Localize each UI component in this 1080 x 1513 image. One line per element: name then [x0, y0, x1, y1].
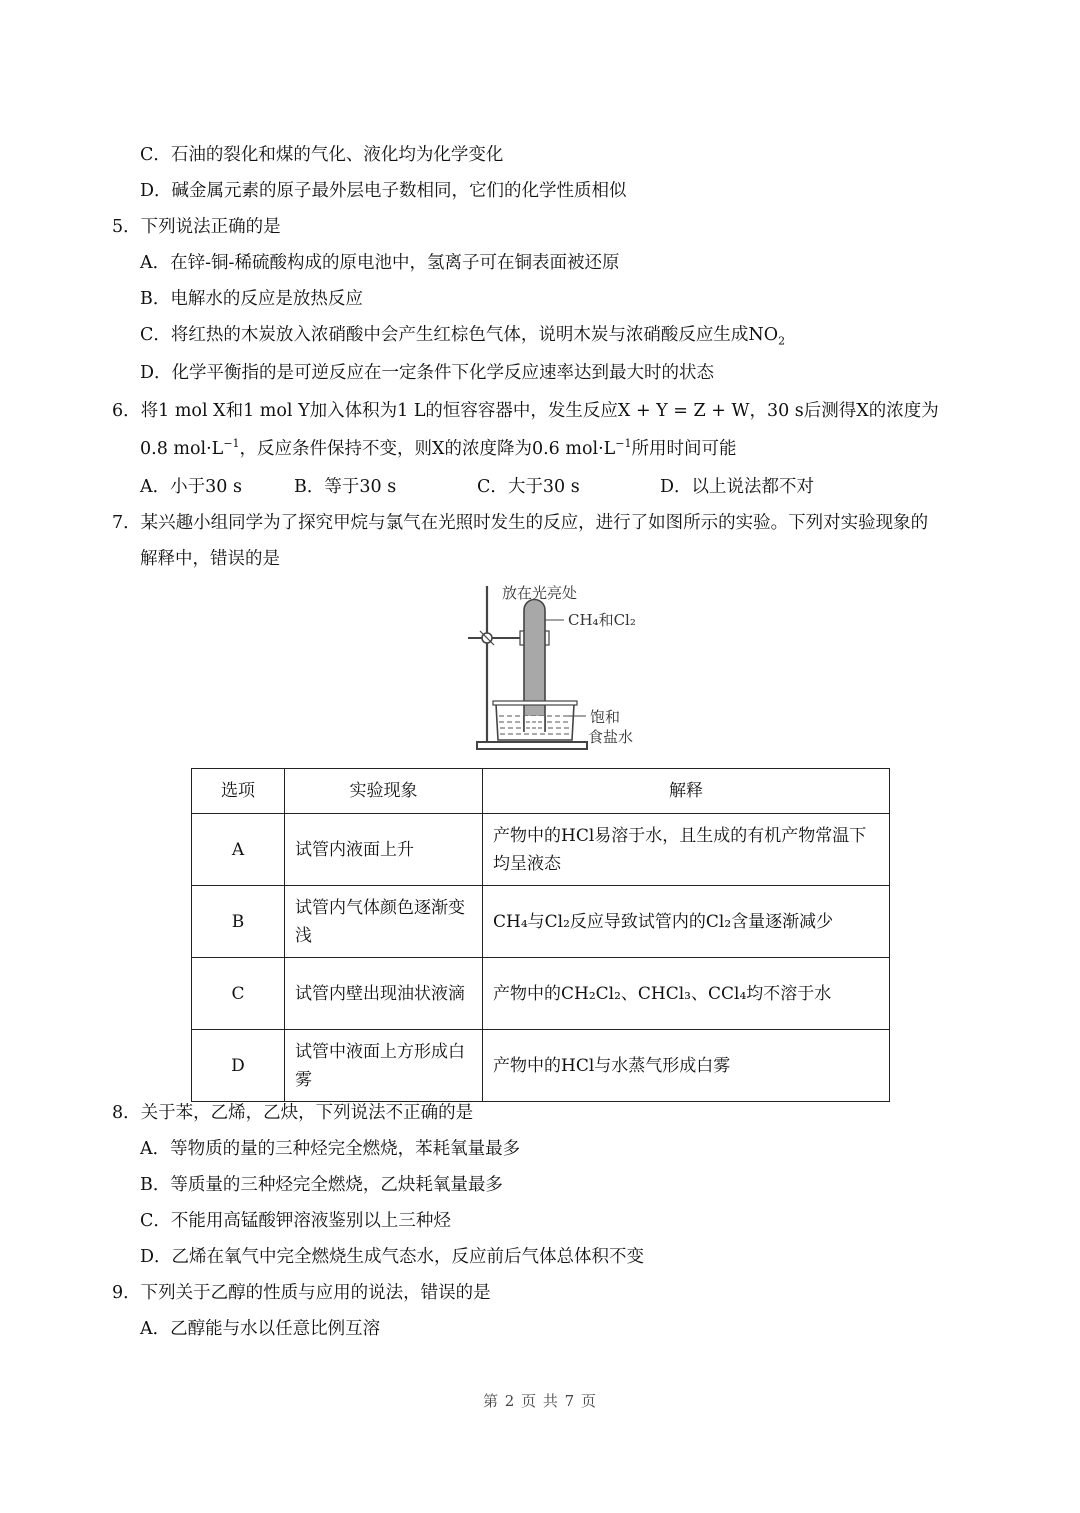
q9-option-a: A．乙醇能与水以任意比例互溶	[140, 1319, 381, 1339]
q5-option-c-text: C．将红热的木炭放入浓硝酸中会产生红棕色气体，说明木炭与浓硝酸反应生成	[140, 325, 749, 345]
no2-formula: NO	[748, 325, 779, 345]
q6-stem-line2	[140, 436, 737, 462]
q6-stem-line1: 6．将1 mol X和1 mol Y加入体积为1 L的恒容容器中，发生反应X + Y = Z + W，30 s后测得X的浓度为	[112, 401, 939, 421]
row-explanation: CH₄与Cl₂反应导致试管内的Cl₂含量逐渐减少	[483, 886, 890, 958]
test-tube	[524, 600, 545, 732]
row-phenomenon: 试管内气体颜色逐渐变浅	[285, 886, 483, 958]
row-option: C	[192, 958, 285, 1030]
q6-time-text: 所用时间可能	[631, 439, 737, 459]
row-option: D	[192, 1030, 285, 1102]
q6-conc-1-sup: −1	[223, 437, 240, 451]
experiment-figure	[440, 576, 680, 758]
q6-option-a: A．小于30 s	[140, 477, 242, 497]
row-option: A	[192, 814, 285, 886]
q7-stem-line2: 解释中，错误的是	[140, 549, 280, 569]
label-light: 放在光亮处	[502, 584, 578, 602]
q5-stem: 5．下列说法正确的是	[112, 217, 281, 237]
label-salt-line2: 食盐水	[588, 728, 634, 746]
q6-conc-2-sup: −1	[615, 437, 632, 451]
explanation-table	[191, 768, 890, 1102]
table-header-row	[192, 769, 890, 814]
q5-option-d: D．化学平衡指的是可逆反应在一定条件下化学反应速率达到最大时的状态	[140, 363, 715, 383]
q8-option-a: A．等物质的量的三种烃完全燃烧，苯耗氧量最多	[140, 1139, 521, 1159]
q7-stem-line1: 7．某兴趣小组同学为了探究甲烷与氯气在光照时发生的反应，进行了如图所示的实验。下列对实验现象的	[112, 513, 929, 533]
q6-option-d: D．以上说法都不对	[660, 477, 815, 497]
q6-conc-1: 0.8 mol·L	[140, 439, 224, 459]
row-phenomenon: 试管内壁出现油状液滴	[285, 958, 483, 1030]
stand-base	[477, 742, 587, 749]
table-row	[192, 814, 890, 886]
q6-option-b: B．等于30 s	[294, 477, 397, 497]
table-row	[192, 886, 890, 958]
page-footer: 第 2 页 共 7 页	[483, 1392, 597, 1410]
label-gas: CH₄和Cl₂	[568, 611, 636, 629]
header-option: 选项	[192, 769, 285, 814]
row-option: B	[192, 886, 285, 958]
q5-option-c	[140, 322, 785, 348]
beaker-rim	[493, 701, 577, 705]
q8-option-d: D．乙烯在氧气中完全燃烧生成气态水，反应前后气体总体积不变	[140, 1247, 645, 1267]
q5-option-b: B．电解水的反应是放热反应	[140, 289, 363, 309]
label-salt-line1: 饱和	[590, 708, 621, 726]
q4-option-d: D．碱金属元素的原子最外层电子数相同，它们的化学性质相似	[140, 181, 627, 201]
table-row	[192, 958, 890, 1030]
q5-option-a: A．在锌-铜-稀硫酸构成的原电池中，氢离子可在铜表面被还原	[140, 253, 620, 273]
q6-option-c: C．大于30 s	[477, 477, 580, 497]
q9-stem: 9．下列关于乙醇的性质与应用的说法，错误的是	[112, 1283, 491, 1303]
no2-subscript: 2	[778, 334, 786, 348]
q8-stem: 8．关于苯，乙烯，乙炔，下列说法不正确的是	[112, 1103, 474, 1123]
q8-option-b: B．等质量的三种烃完全燃烧，乙炔耗氧量最多	[140, 1175, 503, 1195]
q8-option-c: C．不能用高锰酸钾溶液鉴别以上三种烃	[140, 1211, 451, 1231]
header-explanation: 解释	[483, 769, 890, 814]
q6-condition-text: ，反应条件保持不变，则X的浓度降为0.6 mol·L	[239, 439, 616, 459]
row-explanation: 产物中的HCl与水蒸气形成白雾	[483, 1030, 890, 1102]
header-phenomenon: 实验现象	[285, 769, 483, 814]
row-phenomenon: 试管中液面上方形成白雾	[285, 1030, 483, 1102]
q4-option-c: C．石油的裂化和煤的气化、液化均为化学变化	[140, 145, 504, 165]
row-explanation: 产物中的CH₂Cl₂、CHCl₃、CCl₄均不溶于水	[483, 958, 890, 1030]
row-explanation: 产物中的HCl易溶于水，且生成的有机产物常温下均呈液态	[483, 814, 890, 886]
row-phenomenon: 试管内液面上升	[285, 814, 483, 886]
table-row	[192, 1030, 890, 1102]
